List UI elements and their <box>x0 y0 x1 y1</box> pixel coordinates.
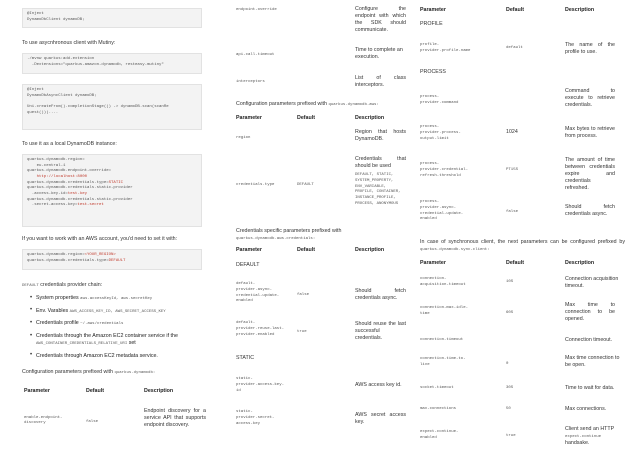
list-item: • Credentials profile ~/.aws/credentials <box>30 320 220 327</box>
table-cell-description: AWS access key id. <box>355 382 402 388</box>
table-header-parameter: Parameter <box>420 7 446 13</box>
table-cell-description: Max time to connection to be opened. <box>565 302 615 322</box>
code-line: .access-key-id=test-key <box>27 192 88 197</box>
table-cell-parameter: default- provider.async- credential-update- enabled <box>236 282 280 304</box>
table-cell-description: AWS secret access key. <box>355 412 406 425</box>
table-cell-default: false <box>506 210 519 214</box>
aws-config-block <box>22 249 202 270</box>
section-label-profile: PROFILE <box>420 21 443 27</box>
table-cell-default: 0 <box>506 362 509 366</box>
table-cell-default: 30S <box>506 386 514 390</box>
table-cell-parameter: connection-timeout <box>420 338 464 342</box>
table-header-parameter: Parameter <box>236 115 262 121</box>
table-cell-default: true <box>506 434 516 438</box>
table-cell-description: Time to complete an execution. <box>355 47 403 60</box>
table-header-description: Description <box>355 247 385 253</box>
table-cell-parameter: connection-max-idle- time <box>420 306 469 316</box>
table-header-parameter: Parameter <box>420 260 446 266</box>
table-cell-parameter: default- provider.reuse-last- provider-enabled <box>236 321 285 337</box>
code-line: .secret-access-key=test-secret <box>27 203 104 208</box>
table-cell-default: default <box>506 46 523 50</box>
section-label-process: PROCESS <box>420 69 446 75</box>
table-cell-description: Configure the endpoint with which the SDK should communicate. <box>355 6 406 33</box>
local-config-block <box>22 154 202 227</box>
table-cell-parameter: api-call-timeout <box>236 53 275 57</box>
table-cell-parameter: process- provider.command <box>420 95 459 105</box>
table-cell-description: Should fetch credentials async. <box>355 288 406 301</box>
table-cell-parameter: enable-endpoint- discovery <box>24 416 63 426</box>
table-cell-parameter: endpoint-override <box>236 8 277 12</box>
code-line: quarkus.dynamodb.credentials.static-provider <box>27 197 133 202</box>
table-cell-default: DEFAULT <box>297 183 314 187</box>
table-header-default: Default <box>297 115 315 121</box>
provider-chain-text: credentials provider chain: <box>38 282 103 288</box>
table-cell-parameter: credentials.type <box>236 183 275 187</box>
table-header-parameter: Parameter <box>236 247 262 253</box>
code-line: quarkus.dynamodb.region= <box>27 158 85 162</box>
table-cell-description: The name of the profile to use. <box>565 42 615 55</box>
table-cell-parameter: static- provider.access-key- id <box>236 377 285 393</box>
aws-account-intro: If you want to work with an AWS account, you'd need to set it with: <box>22 236 178 242</box>
table-header-default: Default <box>506 7 524 13</box>
code-line: quarkus.dynamodb.credentials.type=STATIC <box>27 180 124 185</box>
table-cell-parameter: max-connections <box>420 407 457 411</box>
table-header-description: Description <box>565 260 595 266</box>
left-column <box>22 0 220 453</box>
table-cell-default: 10S <box>506 280 514 284</box>
table-cell-default: false <box>297 293 310 297</box>
table-header-default: Default <box>86 388 104 394</box>
table-cell-description: The amount of time between credentials expire and credentials refreshed. <box>565 157 615 191</box>
table-cell-parameter: expect-continue- enabled <box>420 430 459 440</box>
mutiny-intro: To use asycnhronous client with Mutiny: <box>22 40 116 46</box>
table-header-description: Description <box>565 7 595 13</box>
table-cell-parameter: process- provider.process- output-limit <box>420 125 461 141</box>
code-line: http://localhost:8000 <box>36 175 88 180</box>
middle-column <box>234 0 420 453</box>
table-cell-default: true <box>297 330 307 334</box>
table-cell-description: Max connections. <box>565 406 607 412</box>
aws-prefix-intro: Configuration parameters prefixed with quarkus.dynamodb.aws: <box>236 101 379 107</box>
table-cell-parameter: process- provider.async- credential-update- enabled <box>420 200 464 222</box>
table-cell-default: false <box>86 420 99 424</box>
section-label-default: DEFAULT <box>236 262 260 268</box>
provider-chain-list <box>30 295 220 365</box>
table-cell-description: Credentials that should be used <box>355 156 406 169</box>
table-header-parameter: Parameter <box>24 388 50 394</box>
table-cell-description: Max bytes to retrieve from process. <box>565 126 615 139</box>
async-client-code-block: @Inject DynamoDbAsyncClient dynamoDB; Uni.createFrom().completionStage(() -> dynamoDB.scan(scanRe quest())).... <box>22 84 202 130</box>
table-cell-parameter: interceptors <box>236 80 265 84</box>
table-cell-parameter: socket-timeout <box>420 386 454 390</box>
table-header-description: Description <box>144 388 174 394</box>
credential-type-values: DEFAULT, STATIC, SYSTEM_PROPERTY, ENV_VARIABLE, PROFILE, CONTAINER, INSTANCE_PROFILE, PROCESS, ANONYMOUS <box>355 173 401 206</box>
table-cell-description: Time to wait for data. <box>565 385 615 391</box>
table-cell-description: Should fetch credentials async. <box>565 204 615 217</box>
table-cell-parameter: profile- provider.profile-name <box>420 43 471 53</box>
provider-chain-code: DEFAULT <box>22 284 39 288</box>
table-cell-description: Client send an HTTP expect-continue handsake. <box>565 426 615 447</box>
list-item: • System properties aws.accessKeyId, aws.secretKey <box>30 295 220 302</box>
table-cell-default: 50 <box>506 407 511 411</box>
provider-chain-intro <box>22 282 102 289</box>
table-cell-default: 60S <box>506 311 514 315</box>
table-cell-parameter: connection- acquisition-timeout <box>420 277 466 287</box>
list-item: • Credentials through Amazon EC2 metadata service. <box>30 353 220 360</box>
credentials-prefix-intro: Credentials specific parameters prefixed with quarkus.dynamodb.aws.credentials: <box>236 228 342 241</box>
table-cell-parameter: static- provider.secret- access-key <box>236 410 275 426</box>
config-params-intro: Configuration parameters prefixed with quarkus.dynamodb: <box>22 369 156 375</box>
code-line: quarkus.dynamodb.credentials.static-provider <box>27 186 133 191</box>
table-header-default: Default <box>297 247 315 253</box>
right-column <box>418 0 628 453</box>
code-line: eu-central-1 <box>27 163 66 168</box>
table-cell-description: List of class interceptors. <box>355 75 406 88</box>
sync-client-intro: In case of synchronous client, the next parameters can be configured prefixed by quarkus.dynamodb.sync-client: <box>420 239 625 252</box>
code-line: quarkus.dynamodb.credentials.type=DEFAULT <box>27 258 126 263</box>
list-item: • Credentials through the Amazon EC2 container service if the AWS_CONTAINER_CREDENTIALS_RELATIVE_URI set <box>30 333 220 347</box>
mutiny-command-block: ./mvnw quarkus:add-extension -Dextensions="quarkus-amazon-dynamodb, resteasy-mutiny" <box>22 53 202 74</box>
table-cell-default: PT15S <box>506 168 519 172</box>
code-line: quarkus.dynamodb.region=<YOUR_REGION> <box>27 253 116 257</box>
table-cell-description: Endpoint discovery for a service API that supports endpoint discovery. <box>144 408 206 428</box>
table-cell-description: Should reuse the last successful credentials. <box>355 321 406 341</box>
table-header-default: Default <box>506 260 524 266</box>
table-cell-default: 1024 <box>506 129 518 135</box>
table-cell-description: Region that hosts DynamoDB. <box>355 129 406 142</box>
section-label-static: STATIC <box>236 355 255 361</box>
table-cell-description: Command to execute to retrieve credentials. <box>565 88 615 108</box>
table-cell-parameter: region <box>236 136 251 140</box>
table-header-description: Description <box>355 115 385 121</box>
table-cell-description: Connection acquisition timeout. <box>565 276 619 289</box>
table-cell-parameter: connection-time-to- live <box>420 357 466 367</box>
inject-code-block: @Inject DynamoDbClient dynamoDB; <box>22 8 202 28</box>
table-cell-parameter: process- provider.credential- refresh-threshold <box>420 162 469 178</box>
table-cell-description: Connection timeout. <box>565 337 613 343</box>
local-instance-intro: To use it as a local DynamoDB instance: <box>22 141 117 147</box>
code-line: quarkus.dynamodb.endpoint-override= <box>27 169 112 174</box>
table-cell-description: Max time connection to be open. <box>565 355 620 368</box>
list-item: • Env. Varables AWS_ACCESS_KEY_ID, AWS_SECRET_ACCESS_KEY <box>30 308 220 315</box>
